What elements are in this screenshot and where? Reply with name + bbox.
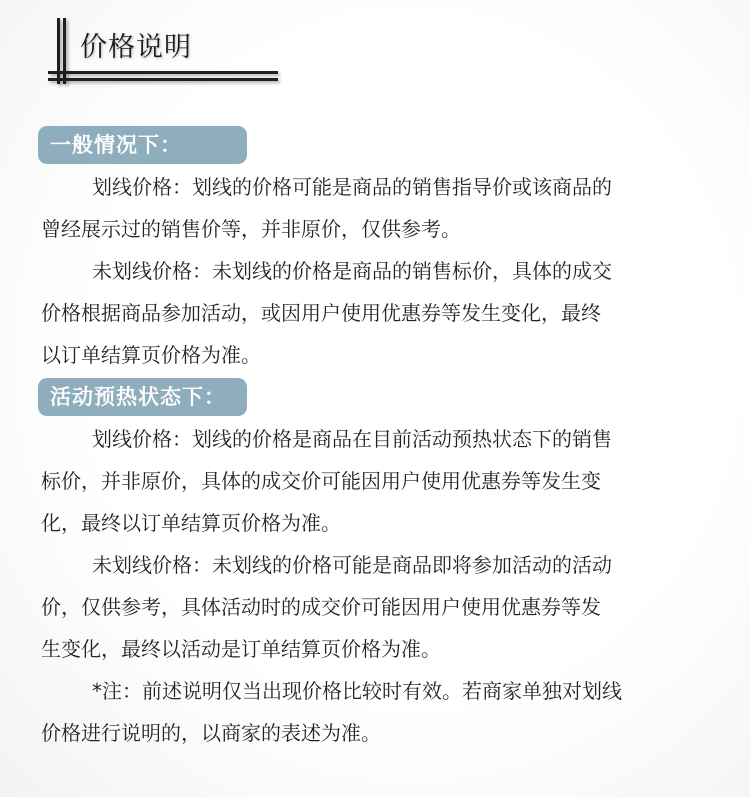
paragraph-line: 价格进行说明的，以商家的表述为准。 [41,721,381,745]
paragraph-line: 划线价格：划线的价格可能是商品的销售指导价或该商品的 [92,175,612,199]
header-vertical-rule-left [57,18,60,84]
header-horizontal-rule-bottom [48,78,278,81]
paragraph-line: 生变化，最终以活动是订单结算页价格为准。 [41,637,441,661]
paragraph-line: 价格根据商品参加活动，或因用户使用优惠券等发生变化，最终 [41,301,601,325]
paragraph-line: *注：前述说明仅当出现价格比较时有效。若商家单独对划线 [92,679,622,703]
section-heading-general: 一般情况下： [38,126,247,164]
paragraph-line: 曾经展示过的销售价等，并非原价，仅供参考。 [41,217,461,241]
page-title: 价格说明 [80,32,192,63]
paragraph-line: 未划线价格：未划线的价格可能是商品即将参加活动的活动 [92,553,612,577]
paragraph-note [41,670,731,754]
page-header [0,0,750,110]
header-horizontal-rule-top [48,71,278,74]
header-vertical-rule-right [63,18,66,84]
paragraph-line: 标价，并非原价，具体的成交价可能因用户使用优惠券等发生变 [41,469,601,493]
paragraph-line: 价，仅供参考，具体活动时的成交价可能因用户使用优惠券等发 [41,595,601,619]
paragraph-preheat-strikethrough [41,418,731,544]
paragraph-line: 以订单结算页价格为准。 [41,343,261,367]
paragraph-line: 未划线价格：未划线的价格是商品的销售标价，具体的成交 [92,259,612,283]
paragraph-general-strikethrough [41,166,731,250]
paragraph-line: 划线价格：划线的价格是商品在目前活动预热状态下的销售 [92,427,612,451]
paragraph-line: 化，最终以订单结算页价格为准。 [41,511,341,535]
section-heading-preheat: 活动预热状态下： [38,378,247,416]
paragraph-general-non-strikethrough [41,250,731,376]
paragraph-preheat-non-strikethrough [41,544,731,670]
